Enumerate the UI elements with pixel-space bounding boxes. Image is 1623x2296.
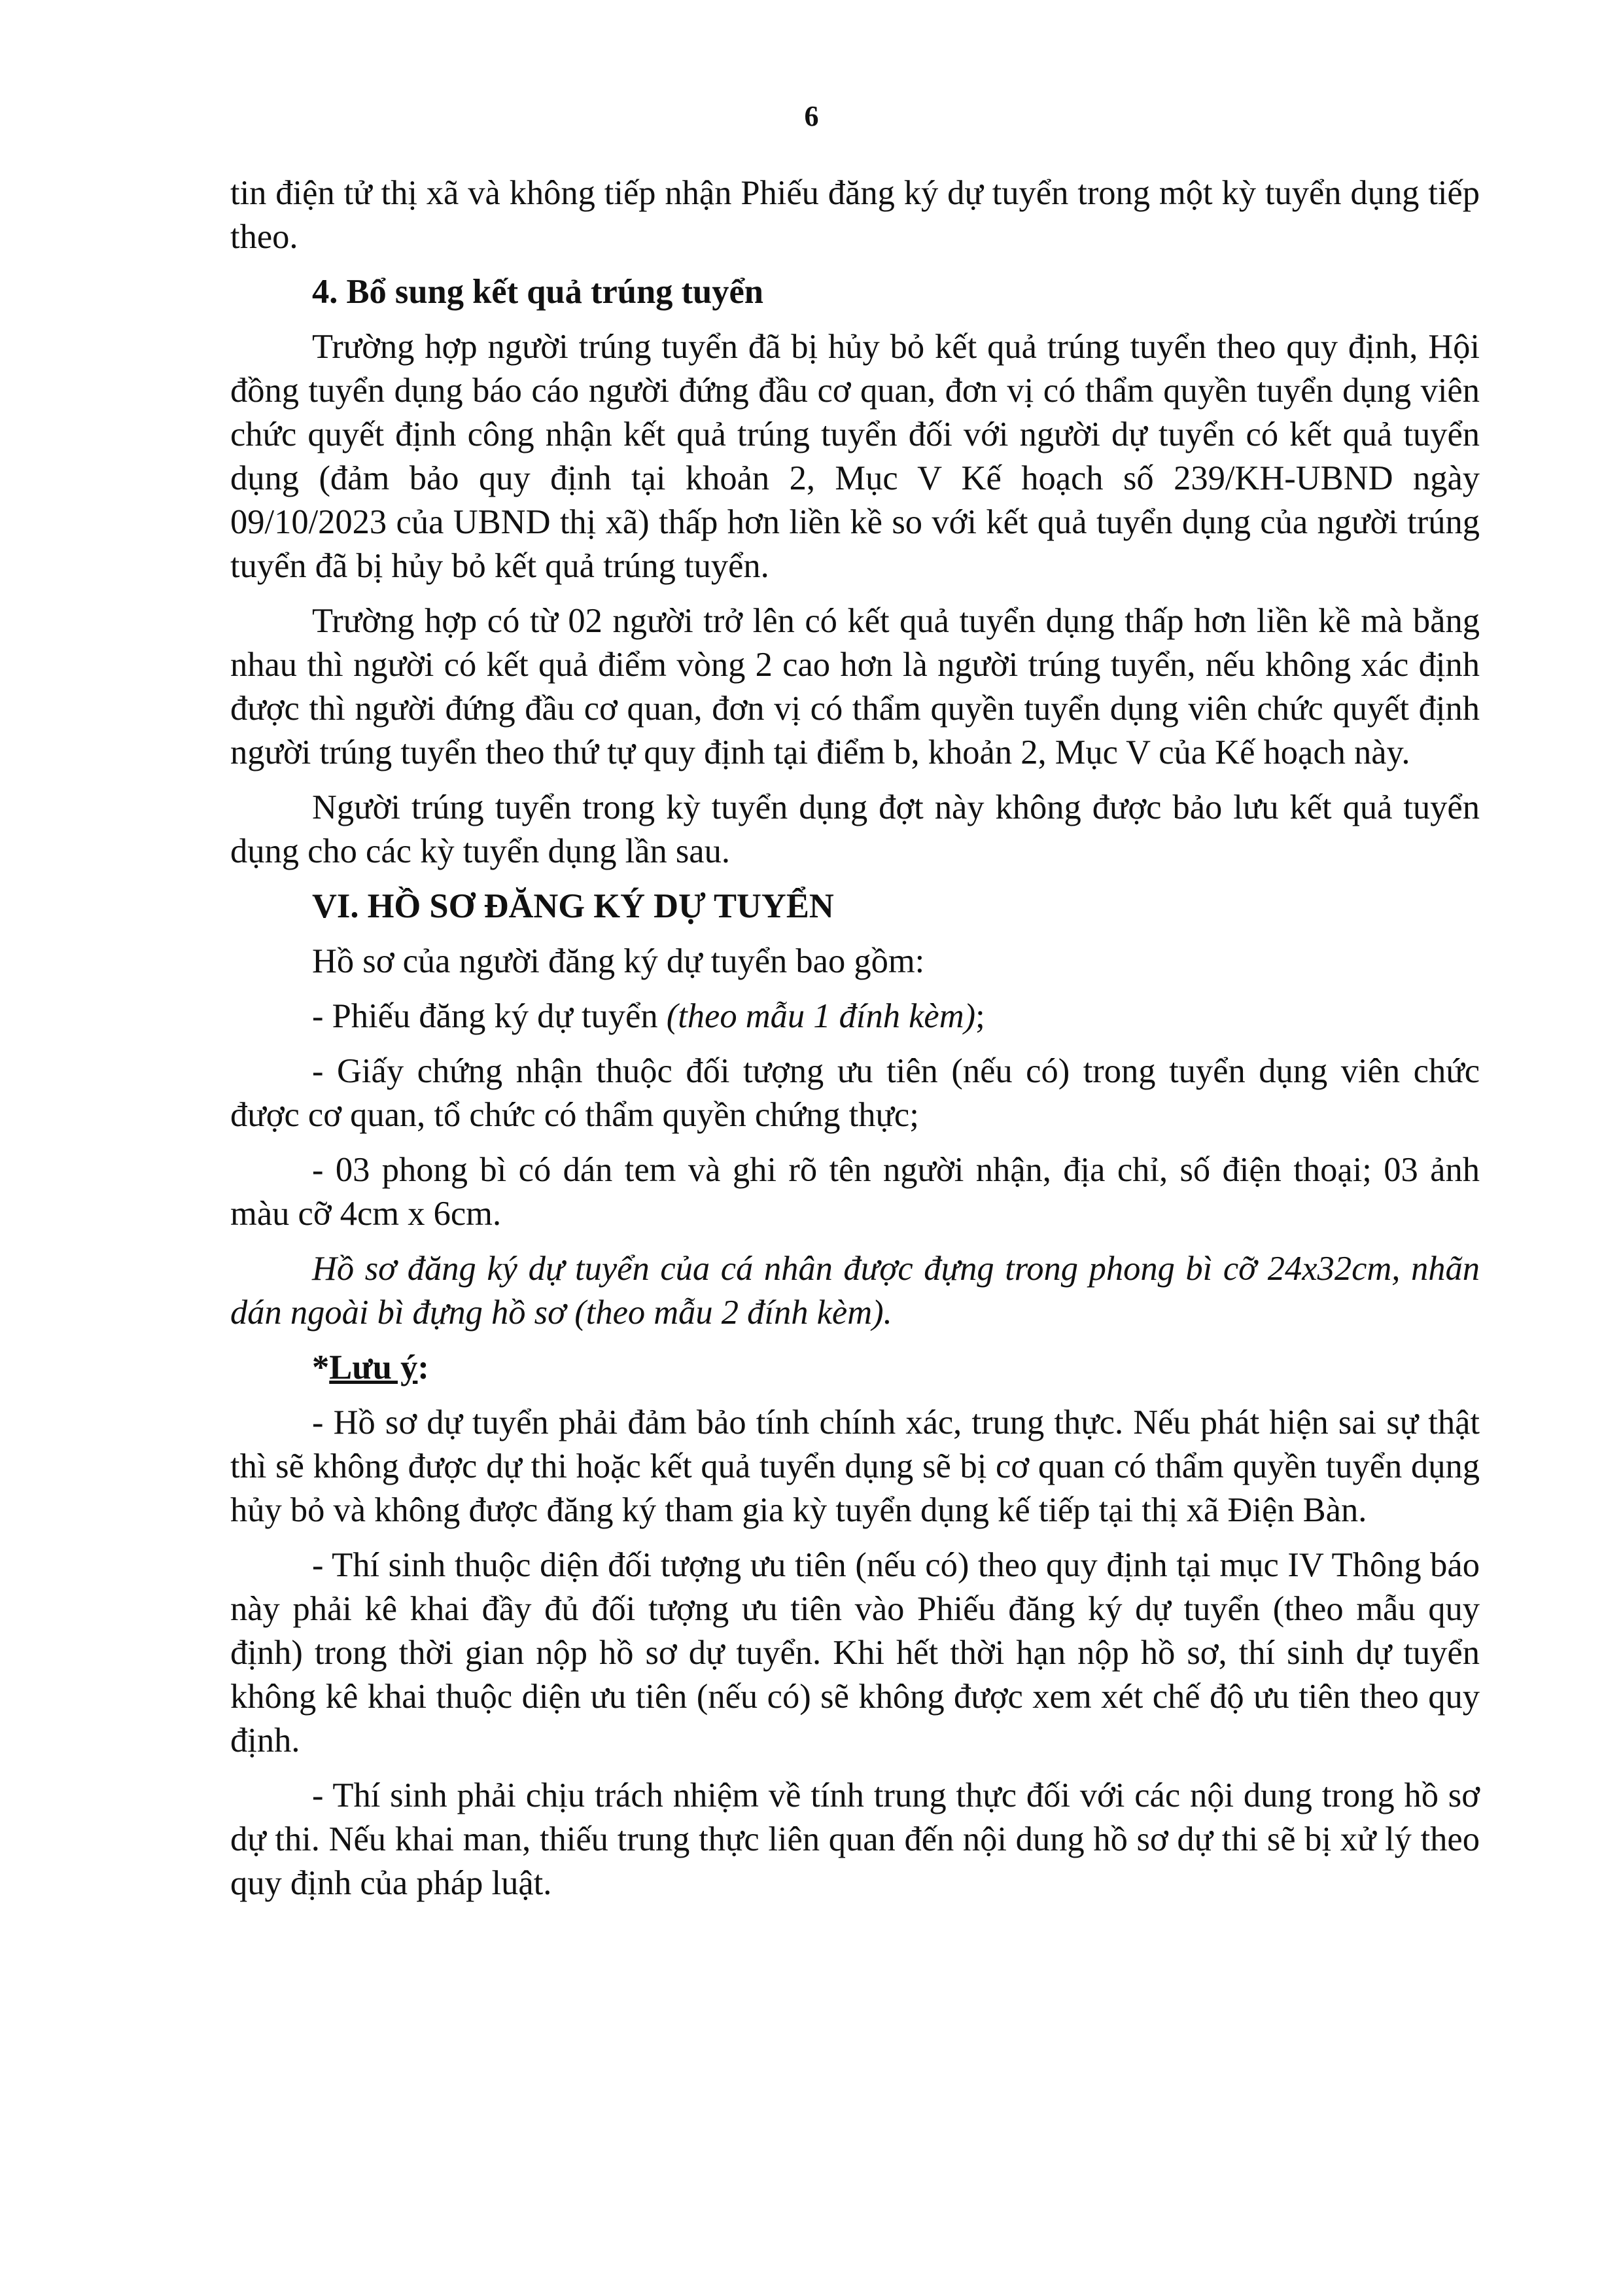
list-item-text: - Phiếu đăng ký dự tuyển [312,997,667,1035]
paragraph-tie-case: Trường hợp có từ 02 người trở lên có kết quả tuyển dụng thấp hơn liền kề mà bằng nhau thì người có kết quả điểm vòng 2 cao hơn là người trúng tuyển, nếu không xác định được thì người đứng đầu cơ quan, đơn vị có thẩm quyền tuyển dụng viên chức quyết định người trúng tuyển theo thứ tự quy định tại điểm b, khoản 2, Mục V của Kế hoạch này. [230,602,1480,771]
list-item-envelopes-photos: - 03 phong bì có dán tem và ghi rõ tên người nhận, địa chỉ, số điện thoại; 03 ảnh màu cỡ 4cm x 6cm. [230,1151,1480,1233]
note-star: * [312,1349,330,1386]
note-colon: : [417,1349,429,1386]
page-number: 6 [804,100,819,132]
list-item-form-note: (theo mẫu 1 đính kèm) [666,997,976,1035]
paragraph-cancelled-result: Trường hợp người trúng tuyển đã bị hủy bỏ kết quả trúng tuyển theo quy định, Hội đồng tuyển dụng báo cáo người đứng đầu cơ quan, đơn vị có thẩm quyền tuyển dụng viên chức quyết định công nhận kết quả trúng tuyển đối với người dự tuyển có kết quả tuyển dụng (đảm bảo quy định tại khoản 2, Mục V Kế hoạch số 239/KH-UBND ngày 09/10/2023 của UBND thị xã) thấp hơn liền kề so với kết quả tuyển dụng của người trúng tuyển đã bị hủy bỏ kết quả trúng tuyển. [230,328,1480,585]
note-item-responsibility: - Thí sinh phải chịu trách nhiệm về tính trung thực đối với các nội dung trong hồ sơ dự thi. Nếu khai man, thiếu trung thực liên quan đến nội dung hồ sơ dự thi sẽ bị xử lý theo quy định của pháp luật. [230,1776,1480,1902]
paragraph-envelope-note: Hồ sơ đăng ký dự tuyển của cá nhân được đựng trong phong bì cỡ 24x32cm, nhãn dán ngoài bì đựng hồ sơ (theo mẫu 2 đính kèm). [230,1250,1480,1332]
list-item-priority-certificate: - Giấy chứng nhận thuộc đối tượng ưu tiên (nếu có) trong tuyển dụng viên chức được cơ quan, tổ chức có thẩm quyền chứng thực; [230,1052,1480,1134]
section-heading-supplement-results: 4. Bổ sung kết quả trúng tuyển [312,273,763,311]
note-item-priority-declaration: - Thí sinh thuộc diện đối tượng ưu tiên (nếu có) theo quy định tại mục IV Thông báo này phải kê khai đầy đủ đối tượng ưu tiên vào Phiếu đăng ký dự tuyển (theo mẫu quy định) trong thời gian nộp hồ sơ dự tuyển. Khi hết thời hạn nộp hồ sơ, thí sinh dự tuyển không kê khai thuộc diện ưu tiên (nếu có) sẽ không được xem xét chế độ ưu tiên theo quy định. [230,1546,1480,1759]
note-heading [230,1346,1480,1390]
list-item-punctuation: ; [975,997,985,1035]
note-label: Lưu ý [329,1349,418,1386]
document-body [230,171,1480,1905]
note-item-accuracy: - Hồ sơ dự tuyển phải đảm bảo tính chính xác, trung thực. Nếu phát hiện sai sự thật thì sẽ không được dự thi hoặc kết quả tuyển dụng sẽ bị cơ quan có thẩm quyền tuyển dụng hủy bỏ và không được đăng ký tham gia kỳ tuyển dụng kế tiếp tại thị xã Điện Bàn. [230,1404,1480,1529]
paragraph-dossier-intro: Hồ sơ của người đăng ký dự tuyển bao gồm: [312,942,925,980]
list-item-registration-form [230,995,1480,1038]
section-heading-application-dossier: VI. HỒ SƠ ĐĂNG KÝ DỰ TUYỂN [312,887,834,925]
paragraph-no-reservation: Người trúng tuyển trong kỳ tuyển dụng đợt này không được bảo lưu kết quả tuyển dụng cho các kỳ tuyển dụng lần sau. [230,788,1480,870]
paragraph-continuation: tin điện tử thị xã và không tiếp nhận Phiếu đăng ký dự tuyển trong một kỳ tuyển dụng tiếp theo. [230,174,1480,256]
